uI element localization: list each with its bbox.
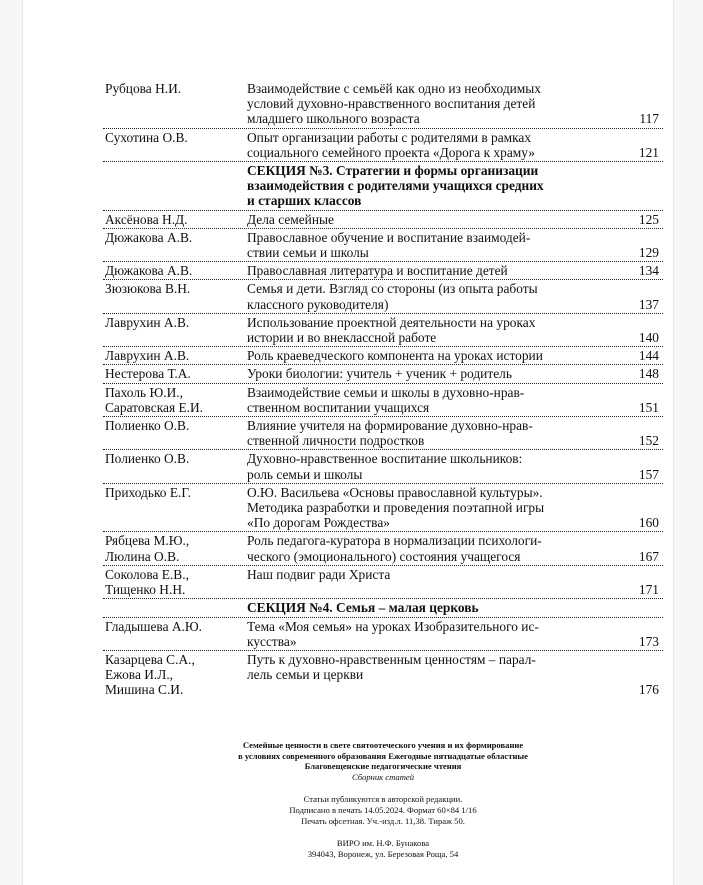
toc-page-number: 137 xyxy=(638,296,659,312)
toc-page-number: 167 xyxy=(638,548,659,564)
toc-title xyxy=(247,212,587,227)
toc-entry xyxy=(103,450,663,483)
toc-title xyxy=(247,348,587,363)
colophon-publisher-line: 394043, Воронеж, ул. Березовая Роща, 54 xyxy=(307,848,459,859)
toc-page-number xyxy=(587,163,663,209)
toc-author-line: Соколова Е.В., xyxy=(105,566,189,582)
toc-title-line: Семья и дети. Взгляд со стороны (из опыта работы xyxy=(247,281,538,297)
toc-title xyxy=(247,418,587,448)
toc-author-line: Лаврухин А.В. xyxy=(105,348,190,364)
toc-title xyxy=(247,263,587,278)
toc-page-number: 148 xyxy=(638,366,659,382)
toc-author-line: Полиенко О.В. xyxy=(105,418,190,434)
toc-title xyxy=(247,230,587,260)
toc-author-line: Аксёнова Н.Д. xyxy=(105,211,188,227)
toc-title-line: Тема «Моя семья» на уроках Изобразительного ис- xyxy=(247,618,539,634)
toc-entry xyxy=(103,262,663,280)
toc-title-line: классного руководителя) xyxy=(247,296,389,312)
toc-author-line: Полиенко О.В. xyxy=(105,451,190,467)
colophon-title-line: в условиях современного образования Ежегодные пятнадцатые областные xyxy=(238,750,528,761)
toc-author-line: Лаврухин А.В. xyxy=(105,314,190,330)
toc-page-number: 140 xyxy=(638,330,659,346)
toc-title-line: условий духовно-нравственного воспитания детей xyxy=(247,96,536,112)
toc-page-number xyxy=(587,600,663,615)
toc-title-line: Духовно-нравственное воспитание школьников: xyxy=(247,451,523,467)
toc-title-line: СЕКЦИЯ №4. Семья – малая церковь xyxy=(247,600,479,616)
toc-title-line: социального семейного проекта «Дорога к храму» xyxy=(247,144,535,160)
toc-authors xyxy=(103,533,247,563)
toc-authors xyxy=(103,652,247,698)
toc-authors xyxy=(103,485,247,531)
toc-title-line: кусства» xyxy=(247,633,297,649)
toc-title xyxy=(247,315,587,345)
toc-authors xyxy=(103,81,247,127)
toc-author-line: Дюжакова А.В. xyxy=(105,263,193,279)
colophon xyxy=(103,740,663,859)
toc-entry xyxy=(103,280,663,313)
toc-section-heading xyxy=(103,599,663,617)
toc-authors xyxy=(103,163,247,209)
toc-title-line: роль семьи и школы xyxy=(247,466,363,482)
colophon-publisher-line: ВИРО им. Н.Ф. Бунакова xyxy=(336,838,430,849)
toc-authors xyxy=(103,619,247,649)
toc-title xyxy=(247,485,587,531)
toc-authors xyxy=(103,315,247,345)
toc-authors xyxy=(103,600,247,615)
table-of-contents xyxy=(103,80,663,699)
toc-page-number: 117 xyxy=(639,111,659,127)
toc-authors xyxy=(103,418,247,448)
toc-author-line: Дюжакова А.В. xyxy=(105,229,193,245)
toc-title-line: Влияние учителя на формирование духовно-нрав- xyxy=(247,418,533,434)
toc-author-line: Тищенко Н.Н. xyxy=(105,582,186,598)
toc-author-line: Приходько Е.Г. xyxy=(105,484,191,500)
toc-authors xyxy=(103,366,247,381)
toc-entry xyxy=(103,80,663,129)
toc-title-line: Роль педагога-куратора в нормализации психологи- xyxy=(247,533,542,549)
colophon-title-line: Семейные ценности в свете святоотеческого учения и их формирование xyxy=(242,740,524,750)
colophon-print-line: Подписано в печать 14.05.2024. Формат 60×84 1/16 xyxy=(289,804,477,815)
toc-title-line: истории и во внеклассной работе xyxy=(247,330,437,346)
toc-page-number: 144 xyxy=(638,348,659,364)
toc-title-line: Православное обучение и воспитание взаимодей- xyxy=(247,229,531,245)
toc-title xyxy=(247,619,587,649)
toc-title-line: Дела семейные xyxy=(247,211,334,227)
toc-title-line: ственной личности подростков xyxy=(247,433,425,449)
toc-author-line: Мишина С.И. xyxy=(105,682,184,698)
toc-author-line: Люлина О.В. xyxy=(105,548,180,564)
toc-title-line: Использование проектной деятельности на уроках xyxy=(247,314,536,330)
toc-title xyxy=(247,81,587,127)
toc-page-number: 171 xyxy=(638,582,659,598)
toc-authors xyxy=(103,212,247,227)
toc-title-line: ческого (эмоционального) состояния учащегося xyxy=(247,548,521,564)
toc-title-line: «По дорогам Рождества» xyxy=(247,515,390,531)
toc-entry xyxy=(103,129,663,162)
toc-title-line: О.Ю. Васильева «Основы православной культуры». xyxy=(247,484,543,500)
toc-title xyxy=(247,451,587,481)
toc-author-line: Ежова И.Л., xyxy=(105,667,174,683)
toc-title xyxy=(247,130,587,160)
toc-entry xyxy=(103,211,663,229)
toc-title-line: Наш подвиг ради Христа xyxy=(247,566,391,582)
toc-authors xyxy=(103,230,247,260)
toc-title-line: Взаимодействие с семьёй как одно из необходимых xyxy=(247,81,541,96)
toc-authors xyxy=(103,385,247,415)
toc-page-number: 176 xyxy=(638,682,659,698)
colophon-subtitle: Сборник статей xyxy=(351,771,415,782)
toc-entry xyxy=(103,229,663,262)
toc-title-line: Методика разработки и проведения поэтапной игры xyxy=(247,500,545,516)
toc-page-number: 134 xyxy=(638,263,659,279)
toc-page-number: 157 xyxy=(638,466,659,482)
toc-title xyxy=(247,385,587,415)
toc-title-line: Уроки биологии: учитель + ученик + родитель xyxy=(247,366,512,382)
toc-title xyxy=(247,281,587,311)
toc-authors xyxy=(103,567,247,597)
toc-author-line: Рябцева М.Ю., xyxy=(105,533,190,549)
toc-title-line: Православная литература и воспитание детей xyxy=(247,263,508,279)
toc-title xyxy=(247,163,587,209)
toc-title-line: взаимодействия с родителями учащихся средних xyxy=(247,178,544,194)
toc-author-line: Гладышева А.Ю. xyxy=(105,618,202,634)
toc-title-line: ственном воспитании учащихся xyxy=(247,399,430,415)
toc-author-line: Нестерова Т.А. xyxy=(105,366,191,382)
toc-page-number: 125 xyxy=(638,211,659,227)
toc-entry xyxy=(103,417,663,450)
toc-authors xyxy=(103,281,247,311)
toc-title xyxy=(247,567,587,597)
toc-entry xyxy=(103,618,663,651)
toc-author-line: Саратовская Е.И. xyxy=(105,399,204,415)
toc-page-number: 152 xyxy=(638,433,659,449)
toc-page-number: 160 xyxy=(638,515,659,531)
toc-page-number: 151 xyxy=(638,399,659,415)
toc-title-line: младшего школьного возраста xyxy=(247,111,420,127)
toc-authors xyxy=(103,451,247,481)
toc-section-heading xyxy=(103,162,663,211)
toc-title xyxy=(247,533,587,563)
toc-title-line: и старших классов xyxy=(247,193,362,209)
toc-author-line: Пахоль Ю.И., xyxy=(105,384,183,400)
toc-entry xyxy=(103,484,663,533)
toc-title-line: Опыт организации работы с родителями в рамках xyxy=(247,129,532,145)
toc-entry xyxy=(103,365,663,383)
toc-title xyxy=(247,366,587,381)
toc-author-line: Зюзюкова В.Н. xyxy=(105,281,191,297)
toc-title-line: Взаимодействие семьи и школы в духовно-нрав- xyxy=(247,384,525,400)
toc-entry xyxy=(103,314,663,347)
toc-authors xyxy=(103,130,247,160)
toc-entry xyxy=(103,566,663,599)
toc-author-line: Рубцова Н.И. xyxy=(105,81,182,96)
toc-page-number: 129 xyxy=(638,245,659,261)
colophon-title-line: Благовещенские педагогические чтения xyxy=(304,761,462,772)
colophon-print-line: Статьи публикуются в авторской редакции. xyxy=(303,794,463,805)
toc-title-line: лель семьи и церкви xyxy=(247,667,364,683)
toc-title xyxy=(247,652,587,698)
toc-entry xyxy=(103,532,663,565)
colophon-print-line: Печать офсетная. Уч.-изд.л. 11,38. Тираж 50. xyxy=(301,815,465,826)
toc-title-line: СЕКЦИЯ №3. Стратегии и формы организации xyxy=(247,163,539,179)
toc-author-line: Сухотина О.В. xyxy=(105,129,188,145)
toc-entry xyxy=(103,384,663,417)
toc-title-line: Роль краеведческого компонента на уроках истории xyxy=(247,348,543,364)
toc-title-line: ствии семьи и школы xyxy=(247,245,369,261)
toc-entry xyxy=(103,347,663,365)
toc-title-line: Путь к духовно-нравственным ценностям – парал- xyxy=(247,651,536,667)
toc-page-number: 173 xyxy=(638,633,659,649)
document-page xyxy=(22,0,674,885)
toc-entry xyxy=(103,651,663,699)
toc-title xyxy=(247,600,587,615)
toc-authors xyxy=(103,263,247,278)
toc-author-line: Казарцева С.А., xyxy=(105,651,195,667)
toc-page-number: 121 xyxy=(638,144,659,160)
toc-authors xyxy=(103,348,247,363)
